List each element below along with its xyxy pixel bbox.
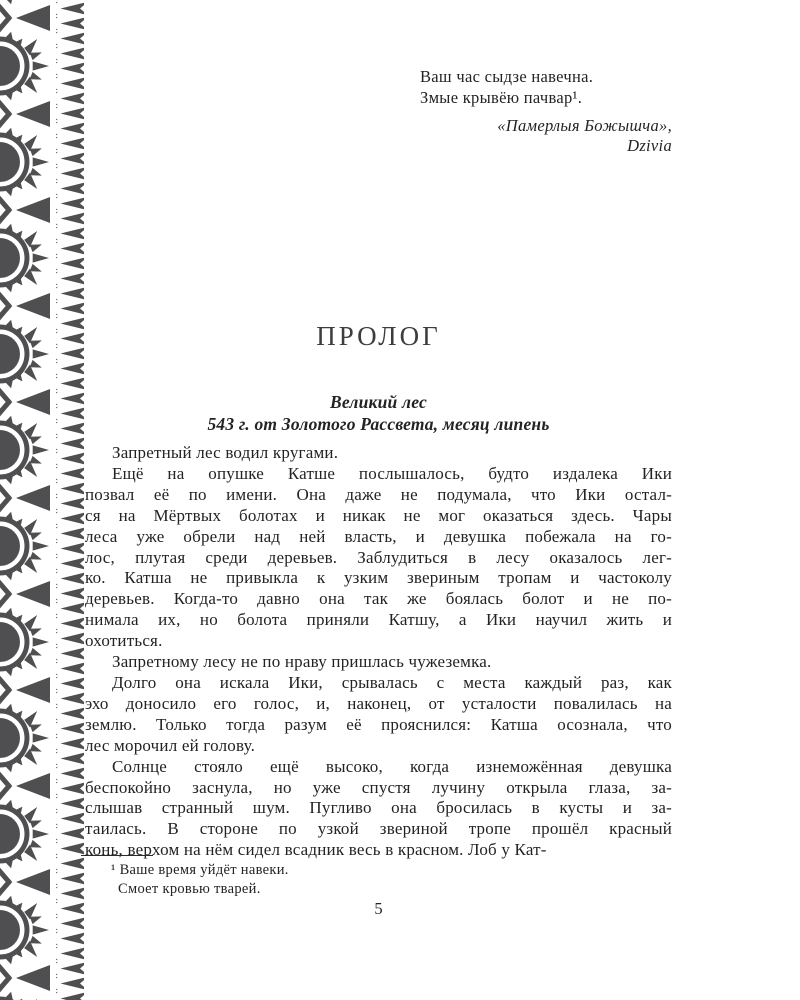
body-line: Запретный лес водил кругами. (112, 443, 339, 462)
attribution-line: Dzivia (627, 136, 672, 155)
scene-heading (85, 391, 672, 435)
attribution-line: «Памерлыя Божышча», (497, 116, 672, 135)
scene-heading-line: Великий лес (330, 392, 427, 412)
body-line: Долго она искала Ики, срывалась с места каждый раз, как (112, 672, 672, 692)
footnote-line: ¹ Ваше время уйдёт навеки. (111, 862, 289, 878)
body-line: конь, верхом на нём сидел всадник весь в красном. Лоб у Кат- (85, 840, 547, 860)
body-line: таилась. В стороне по узкой звериной тропе прошёл красный (85, 819, 672, 839)
body-line: нимала их, но болота приняли Катшу, а Ики научил жить и (85, 610, 672, 630)
body-line: позвал её по имени. Она даже не подумала, что Ики остал- (85, 484, 672, 504)
body-line: Солнце стояло ещё высоко, когда изнеможённая девушка (112, 756, 672, 776)
body-line: лес морочил ей голову. (85, 735, 256, 755)
footnote-rule (81, 855, 153, 856)
chapter-title: ПРОЛОГ (316, 321, 441, 351)
epigraph-attribution (372, 116, 672, 156)
left-border-ornament (0, 0, 88, 1000)
body-line: лос, плутая среди деревьев. Заблудиться в лесу оказалось лег- (85, 547, 672, 567)
footnote (111, 861, 511, 899)
body-line: Ещё на опушке Катше послышалось, будто издалека Ики (112, 463, 672, 483)
footnote-line: Смоет кровью тварей. (118, 881, 261, 897)
body-line: ся на Мёртвых болотах и никак не мог оказаться здесь. Чары (85, 505, 672, 525)
scene-heading-line: 543 г. от Золотого Рассвета, месяц липень (207, 414, 550, 434)
epigraph-line: Ваш час сыдзе навечна. (420, 67, 594, 86)
page-number: 5 (374, 899, 383, 918)
epigraph (420, 66, 680, 108)
body-line: леса уже обрели над ней власть, и девушка побежала на го- (85, 526, 672, 546)
body-line: ко. Катша не привыкла к узким звериным тропам и частоколу (85, 568, 672, 588)
sun-border-column (0, 0, 54, 1000)
body-line: эхо доносило его голос, и, наконец, от усталости повалилась на (85, 693, 672, 713)
body-line: Запретному лесу не по нраву пришлась чужеземка. (112, 652, 492, 672)
body-line: деревьев. Когда-то давно она так же боялась болот и не по- (85, 589, 672, 609)
page-content (85, 0, 672, 1000)
body-line: землю. Только тогда разум её прояснился: Катша осознала, что (85, 714, 672, 734)
body-line: беспокойно заснула, но уже спустя лучину открыла глаза, за- (85, 777, 672, 797)
epigraph-line: Змые крывёю пачвар¹. (420, 88, 583, 107)
body-line: слышав странный шум. Пугливо она бросилась в кусты и за- (85, 798, 672, 818)
triangle-border-column (56, 0, 84, 1000)
body-line: охотиться. (85, 631, 163, 651)
body-text (85, 443, 672, 861)
